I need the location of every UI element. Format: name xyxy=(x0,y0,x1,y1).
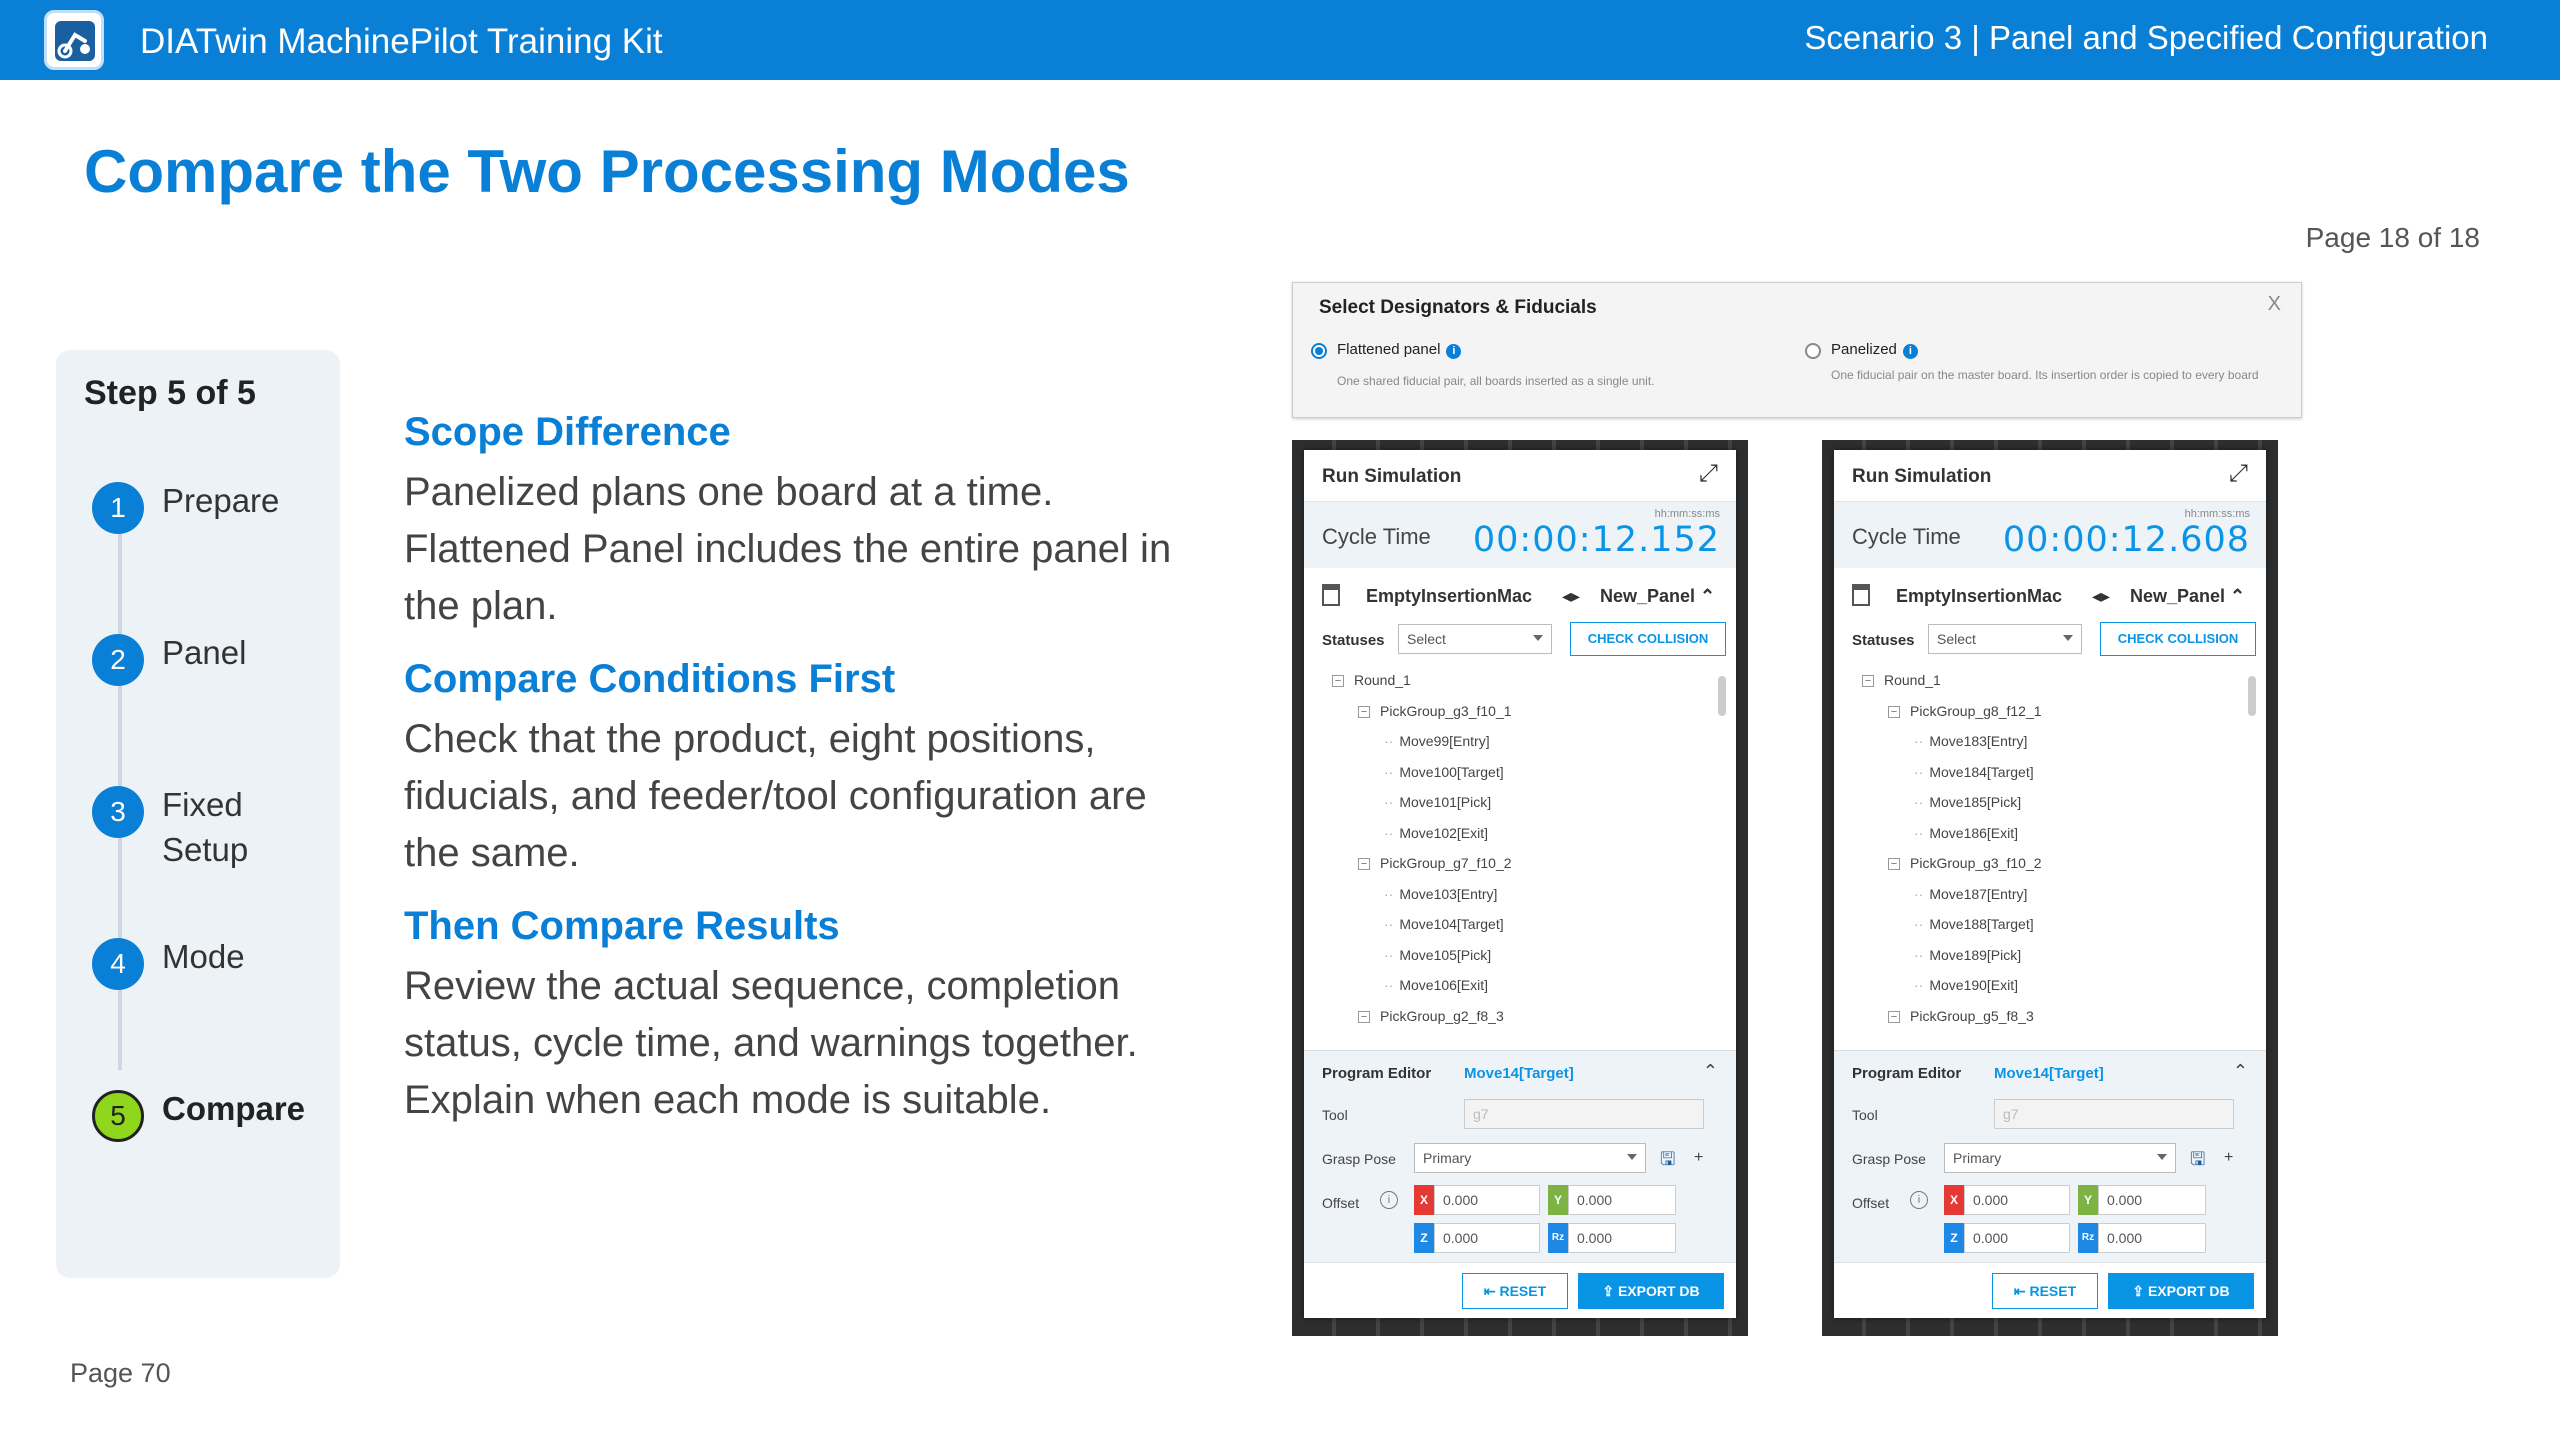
rz-axis-tag: Rz xyxy=(2078,1223,2098,1253)
robot-arm-icon xyxy=(44,10,104,70)
add-icon[interactable]: + xyxy=(2224,1149,2234,1166)
reset-button[interactable]: ⇤ RESET xyxy=(1992,1273,2098,1309)
panel-footer xyxy=(1834,1262,2266,1318)
tree-move-item[interactable]: ·· Move184[Target] xyxy=(1914,763,2034,780)
rz-axis-tag: Rz xyxy=(1548,1223,1568,1253)
offset-label: Offset xyxy=(1322,1195,1360,1211)
tree-move-item[interactable]: ·· Move186[Exit] xyxy=(1914,824,2019,841)
cycle-time-value: 00:00:12.152 xyxy=(1472,520,1720,560)
step-number: 5 xyxy=(92,1090,144,1142)
radio-flattened[interactable] xyxy=(1311,343,1327,359)
cycle-time-value: 00:00:12.608 xyxy=(2002,520,2250,560)
offset-y-input[interactable]: 0.000 xyxy=(2098,1185,2206,1215)
run-simulation-panel xyxy=(1304,450,1736,1318)
panel-icon: ◂▸ xyxy=(1562,586,1581,606)
collapse-icon[interactable]: − xyxy=(1332,675,1344,687)
sequence-tree xyxy=(1304,664,1736,1048)
tree-group-item[interactable]: − PickGroup_g2_f8_3 xyxy=(1358,1008,1504,1024)
offset-z-input[interactable]: 0.000 xyxy=(1434,1223,1540,1253)
tree-move-item[interactable]: ·· Move106[Exit] xyxy=(1384,977,1489,993)
content-body xyxy=(404,400,1184,1141)
page-counter: Page 18 of 18 xyxy=(2305,222,2480,253)
z-axis-tag: Z xyxy=(1414,1223,1434,1253)
tree-move-item[interactable]: ·· Move188[Target] xyxy=(1914,916,2034,932)
designator-dialog xyxy=(1292,282,2302,418)
tree-move-item[interactable]: ·· Move100[Target] xyxy=(1384,763,1504,780)
chevron-down-icon xyxy=(2063,635,2073,641)
option-flattened[interactable]: Flattened panel i xyxy=(1337,341,1461,359)
tool-label: Tool xyxy=(1852,1107,1878,1123)
step-number: 3 xyxy=(92,786,144,838)
program-editor-title: Program Editor xyxy=(1852,1065,1962,1082)
tree-group-item[interactable]: − PickGroup_g8_f12_1 xyxy=(1888,703,2042,719)
chevron-down-icon xyxy=(1627,1154,1637,1160)
info-icon[interactable]: i xyxy=(1446,344,1461,359)
expand-icon[interactable]: ⤢ xyxy=(2228,460,2248,487)
cycle-time-row xyxy=(1304,502,1736,568)
step-label: Prepare xyxy=(162,482,280,519)
check-collision-button[interactable]: CHECK COLLISION xyxy=(1570,622,1726,656)
check-collision-button[interactable]: CHECK COLLISION xyxy=(2100,622,2256,656)
statuses-select[interactable]: Select xyxy=(1928,624,2082,654)
machine-row xyxy=(1834,574,2266,618)
collapse-icon[interactable]: − xyxy=(1358,858,1370,870)
program-editor-title: Program Editor xyxy=(1322,1065,1432,1082)
step-label: Mode xyxy=(162,938,245,975)
grasp-pose-label: Grasp Pose xyxy=(1852,1151,1926,1167)
program-editor-move: Move14[Target] xyxy=(1994,1065,2104,1082)
collapse-icon[interactable]: − xyxy=(1358,1011,1370,1023)
tree-scrollbar[interactable] xyxy=(2248,676,2256,716)
y-axis-tag: Y xyxy=(2078,1185,2098,1215)
save-icon[interactable]: 🖫 xyxy=(2190,1149,2206,1169)
collapse-icon[interactable]: − xyxy=(1862,675,1874,687)
grasp-pose-label: Grasp Pose xyxy=(1322,1151,1396,1167)
collapse-icon[interactable]: − xyxy=(1888,706,1900,718)
machine-name[interactable]: EmptyInsertionMac xyxy=(1896,586,2063,606)
section-body: Check that the product, eight positions, fiducials, and feeder/tool configuration are the same. xyxy=(404,717,1147,875)
tree-group-item[interactable]: − PickGroup_g3_f10_1 xyxy=(1358,703,1512,719)
offset-y-input[interactable]: 0.000 xyxy=(1568,1185,1676,1215)
expand-icon[interactable]: ⤢ xyxy=(1698,460,1718,487)
tool-input[interactable]: g7 xyxy=(1994,1099,2234,1129)
simulation-panel-frame-2 xyxy=(1822,440,2278,1336)
dialog-title: Select Designators & Fiducials xyxy=(1319,297,1597,318)
tool-input[interactable]: g7 xyxy=(1464,1099,1704,1129)
statuses-label: Statuses xyxy=(1322,632,1385,649)
close-icon[interactable]: X xyxy=(2267,293,2281,315)
cycle-time-label: Cycle Time xyxy=(1322,524,1431,549)
statuses-row xyxy=(1834,622,2266,660)
top-bar xyxy=(0,0,2560,80)
tree-move-item[interactable]: ·· Move190[Exit] xyxy=(1914,977,2019,993)
run-simulation-panel xyxy=(1834,450,2266,1318)
machine-name[interactable]: EmptyInsertionMac xyxy=(1366,586,1533,606)
tree-group-item[interactable]: − PickGroup_g5_f8_3 xyxy=(1888,1008,2034,1024)
machine-icon xyxy=(1852,584,1870,606)
chevron-up-icon[interactable]: ⌃ xyxy=(2232,1061,2248,1081)
program-editor-move: Move14[Target] xyxy=(1464,1065,1574,1082)
step-number: 4 xyxy=(92,938,144,990)
info-icon[interactable]: i xyxy=(1910,1191,1928,1209)
section-body: Review the actual sequence, completion status, cycle time, and warnings together. Explain when each mode is suitable. xyxy=(404,964,1138,1122)
option-desc: One shared fiducial pair, all boards inserted as a single unit. xyxy=(1337,374,1655,388)
program-editor xyxy=(1304,1050,1736,1262)
step-number: 1 xyxy=(92,482,144,534)
tree-move-item[interactable]: ·· Move103[Entry] xyxy=(1384,885,1498,902)
grasp-pose-select[interactable]: Primary xyxy=(1414,1143,1646,1173)
info-icon[interactable]: i xyxy=(1903,344,1918,359)
option-desc: One fiducial pair on the master board. Its insertion order is copied to every board xyxy=(1831,368,2259,382)
program-editor xyxy=(1834,1050,2266,1262)
collapse-icon[interactable]: − xyxy=(1888,858,1900,870)
statuses-label: Statuses xyxy=(1852,632,1915,649)
collapse-icon[interactable]: − xyxy=(1888,1011,1900,1023)
y-axis-tag: Y xyxy=(1548,1185,1568,1215)
chevron-down-icon xyxy=(1533,635,1543,641)
chevron-down-icon xyxy=(2157,1154,2167,1160)
step-title: Step 5 of 5 xyxy=(84,374,256,412)
add-icon[interactable]: + xyxy=(1694,1149,1704,1166)
sequence-tree xyxy=(1834,664,2266,1048)
machine-icon xyxy=(1322,584,1340,606)
time-format: hh:mm:ss:ms xyxy=(2184,508,2250,520)
tree-move-item[interactable]: ·· Move187[Entry] xyxy=(1914,885,2028,902)
step-label: Panel xyxy=(162,634,247,671)
export-db-button[interactable]: ⇪ EXPORT DB xyxy=(2108,1273,2254,1309)
cycle-time-row xyxy=(1834,502,2266,568)
tree-move-item[interactable]: ·· Move183[Entry] xyxy=(1914,733,2028,749)
cycle-time-label: Cycle Time xyxy=(1852,524,1961,549)
tree-move-item[interactable]: ·· Move189[Pick] xyxy=(1914,946,2022,963)
tree-scrollbar[interactable] xyxy=(1718,676,1726,716)
page-title: Compare the Two Processing Modes xyxy=(84,138,1130,205)
panel-dropdown[interactable]: New_Panel ⌃ xyxy=(2130,586,2246,606)
panel-header xyxy=(1834,450,2266,502)
panel-header xyxy=(1304,450,1736,502)
panel-icon: ◂▸ xyxy=(2092,586,2111,606)
tree-move-item[interactable]: ·· Move99[Entry] xyxy=(1384,733,1490,749)
offset-z-input[interactable]: 0.000 xyxy=(1964,1223,2070,1253)
step-panel xyxy=(56,350,340,1278)
panel-title: Run Simulation xyxy=(1852,466,1992,487)
app-title: DIATwin MachinePilot Training Kit xyxy=(140,22,663,61)
panel-dropdown[interactable]: New_Panel ⌃ xyxy=(1600,586,1716,606)
tree-move-item[interactable]: ·· Move185[Pick] xyxy=(1914,794,2022,810)
panel-title: Run Simulation xyxy=(1322,466,1462,487)
info-icon[interactable]: i xyxy=(1380,1191,1398,1209)
collapse-icon[interactable]: − xyxy=(1358,706,1370,718)
tree-move-item[interactable]: ·· Move102[Exit] xyxy=(1384,824,1489,841)
statuses-select[interactable]: Select xyxy=(1398,624,1552,654)
section-heading: Compare Conditions First xyxy=(404,657,896,701)
tree-group-item[interactable]: − PickGroup_g3_f10_2 xyxy=(1888,855,2042,871)
tree-group-item[interactable]: − PickGroup_g7_f10_2 xyxy=(1358,855,1512,871)
offset-rz-input[interactable]: 0.000 xyxy=(1568,1223,1676,1253)
tree-move-item[interactable]: ·· Move105[Pick] xyxy=(1384,946,1492,963)
section-body: Panelized plans one board at a time. Flattened Panel includes the entire panel in the plan. xyxy=(404,470,1172,628)
scenario-title: Scenario 3 | Panel and Specified Configuration xyxy=(1804,19,2488,56)
step-number: 2 xyxy=(92,634,144,686)
x-axis-tag: X xyxy=(1944,1185,1964,1215)
panel-footer xyxy=(1304,1262,1736,1318)
chevron-up-icon[interactable]: ⌃ xyxy=(1702,1061,1718,1081)
step-label: Compare xyxy=(162,1090,306,1127)
machine-row xyxy=(1304,574,1736,618)
tree-move-item[interactable]: ·· Move104[Target] xyxy=(1384,916,1504,932)
section-heading: Scope Difference xyxy=(404,410,731,454)
save-icon[interactable]: 🖫 xyxy=(1660,1149,1676,1169)
offset-label: Offset xyxy=(1852,1195,1890,1211)
time-format: hh:mm:ss:ms xyxy=(1654,508,1720,520)
tree-group-item[interactable]: − Round_1 xyxy=(1862,672,1941,688)
offset-x-input[interactable]: 0.000 xyxy=(1964,1185,2070,1215)
footer-page: Page 70 xyxy=(70,1358,171,1388)
radio-panelized[interactable] xyxy=(1805,343,1821,359)
statuses-row xyxy=(1304,622,1736,660)
step-label: Fixed Setup xyxy=(162,786,249,868)
tree-move-item[interactable]: ·· Move101[Pick] xyxy=(1384,794,1492,810)
offset-x-input[interactable]: 0.000 xyxy=(1434,1185,1540,1215)
tool-label: Tool xyxy=(1322,1107,1348,1123)
x-axis-tag: X xyxy=(1414,1185,1434,1215)
section-heading: Then Compare Results xyxy=(404,904,840,948)
export-db-button[interactable]: ⇪ EXPORT DB xyxy=(1578,1273,1724,1309)
offset-rz-input[interactable]: 0.000 xyxy=(2098,1223,2206,1253)
grasp-pose-select[interactable]: Primary xyxy=(1944,1143,2176,1173)
simulation-panel-frame-1 xyxy=(1292,440,1748,1336)
option-panelized[interactable]: Panelized i xyxy=(1831,341,1918,359)
tree-group-item[interactable]: − Round_1 xyxy=(1332,672,1411,688)
z-axis-tag: Z xyxy=(1944,1223,1964,1253)
reset-button[interactable]: ⇤ RESET xyxy=(1462,1273,1568,1309)
